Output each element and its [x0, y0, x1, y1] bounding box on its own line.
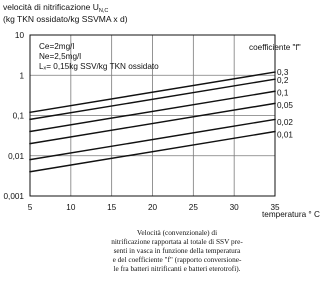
x-tick-label: 15: [107, 203, 117, 212]
series-label: 0,01: [277, 130, 293, 140]
x-tick-label: 10: [66, 203, 76, 212]
conditions-annotation: [39, 42, 159, 71]
caption-line-3: senti in vasca in funzione della temperatura: [113, 246, 241, 255]
y-tick-label: 0,1: [12, 111, 24, 121]
x-tick-label: 35: [270, 203, 280, 212]
caption-line-1: Velocità (convenzionale) di: [136, 228, 218, 237]
y-tick-labels: [4, 31, 25, 201]
x-tick-label: 30: [229, 203, 239, 212]
x-tick-label: 5: [27, 203, 33, 212]
series-labels: [277, 68, 293, 139]
x-axis-label: temperatura ° C: [262, 210, 320, 219]
series-label: 0,1: [277, 88, 289, 98]
y-tick-label: 0,001: [3, 192, 24, 201]
caption-line-2: nitrificazione rapportata al totale di SSV pre-: [111, 237, 243, 246]
y-axis-label-line2: (kg TKN ossidato/kg SSVMA x d): [3, 14, 128, 24]
figure-caption: [78, 228, 276, 273]
y-tick-label: 10: [14, 31, 24, 40]
y-tick-label: 0,01: [8, 151, 24, 161]
caption-line-4: e del coefficiente "f" (rapporto conversione-: [112, 255, 242, 264]
x-tick-label: 25: [188, 203, 198, 212]
legend-title: coefficiente "f": [249, 43, 301, 52]
y-axis-label-line1: velocità di nitrificazione $U_{N,C}$: [3, 2, 109, 14]
y-axis-label-subscript: N,C: [98, 8, 109, 14]
series-label: 0,05: [277, 101, 293, 111]
y-tick-label: 1: [19, 71, 24, 81]
series-label: 0,2: [277, 75, 289, 85]
caption-line-5: le fra batteri nitrificanti e batteri eterotrofi).: [113, 264, 241, 273]
series-label: 0,3: [277, 68, 289, 78]
x-tick-label: 20: [147, 203, 158, 212]
x-tick-labels: [28, 203, 280, 212]
condition-ne: Ne=2,5mg/l: [39, 52, 82, 61]
series-label: 0,02: [277, 117, 293, 127]
condition-lx: Lₓ= 0,15kg SSV/kg TKN ossidato: [39, 62, 159, 71]
condition-ce: Ce=2mg/l: [39, 42, 75, 51]
